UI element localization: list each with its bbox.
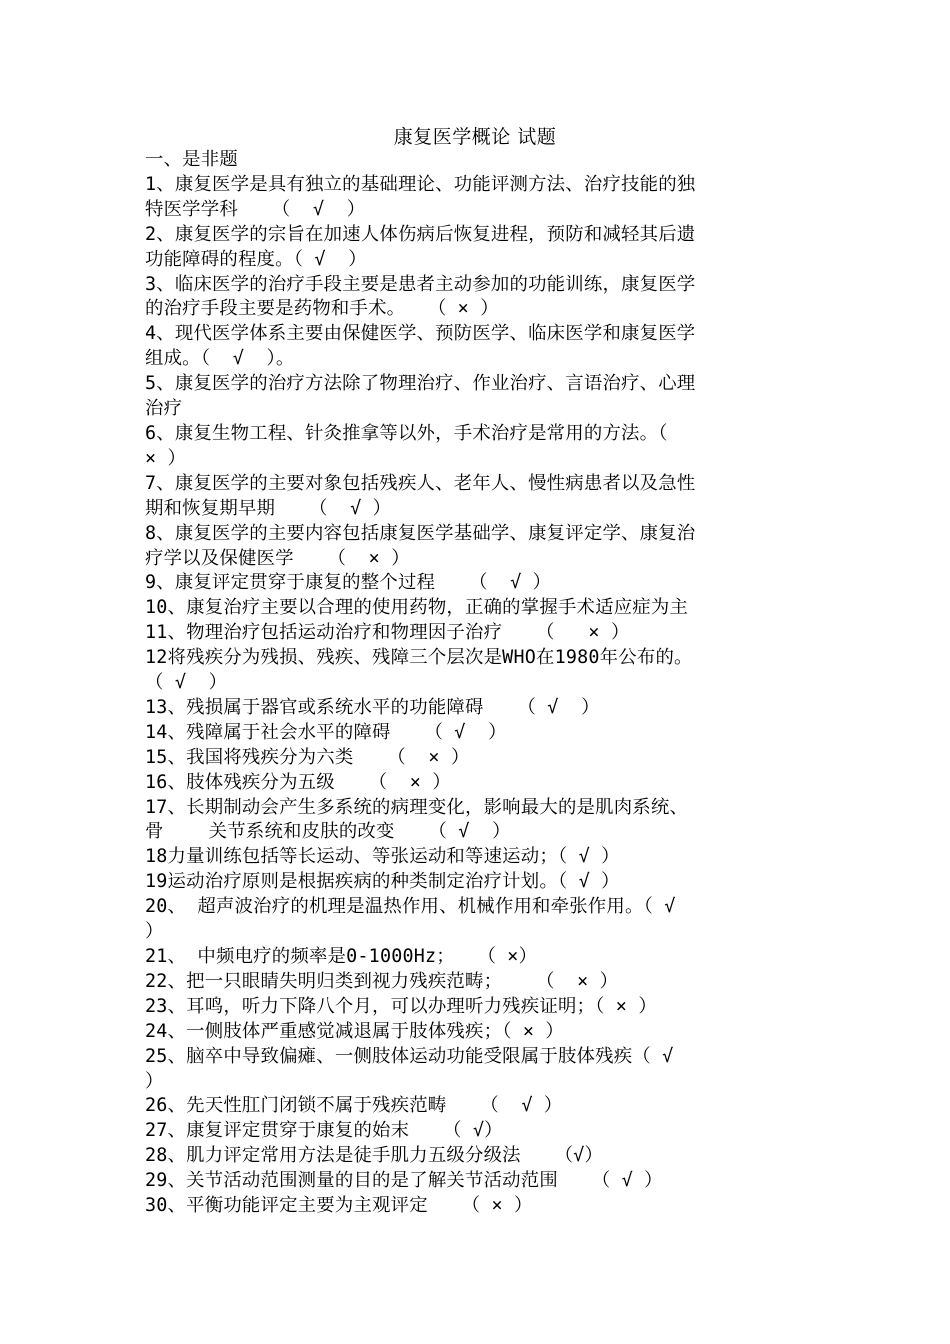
text-line: 21、 中频电疗的频率是0-1000Hz； （ ×） bbox=[145, 946, 538, 967]
text-line: （ √ ） bbox=[145, 672, 228, 694]
text-line: ） bbox=[145, 921, 164, 943]
text-line: 功能障碍的程度。（ √ ） bbox=[145, 248, 367, 270]
text-line: 14、残障属于社会水平的障碍 （ √ ） bbox=[145, 721, 507, 743]
text-line: 27、康复评定贯穿于康复的始末 （ √） bbox=[145, 1120, 503, 1142]
text-line: 疗学以及保健医学 （ × ） bbox=[145, 547, 410, 569]
section-heading: 一、是非题 bbox=[145, 149, 238, 170]
text-line: 17、长期制动会产生多系统的病理变化，影响最大的是肌肉系统、 bbox=[145, 796, 689, 818]
text-line: 26、先天性肛门闭锁不属于残疾范畴 （ √ ） bbox=[145, 1095, 563, 1117]
text-line: 13、残损属于器官或系统水平的功能障碍 （ √ ） bbox=[145, 696, 600, 718]
text-line: ） bbox=[145, 1070, 164, 1092]
text-line: 1、康复医学是具有独立的基础理论、功能评测方法、治疗技能的独 bbox=[145, 173, 696, 195]
question-list bbox=[145, 148, 813, 1219]
document-title: 康复医学概论 试题 bbox=[393, 126, 557, 148]
text-line: 骨 关节系统和皮肤的改变 （ √ ） bbox=[145, 821, 511, 843]
text-line: 28、肌力评定常用方法是徒手肌力五级分级法 （√） bbox=[145, 1145, 604, 1167]
text-line: 23、耳鸣，听力下降八个月，可以办理听力残疾证明；（ × ） bbox=[145, 995, 657, 1017]
text-line: 24、一侧肢体严重感觉减退属于肢体残疾；（ × ） bbox=[145, 1020, 564, 1042]
text-line: 18力量训练包括等长运动、等张运动和等速运动；（ √ ） bbox=[145, 846, 620, 868]
text-line: 特医学学科 （ √ ） bbox=[145, 198, 366, 220]
text-line: 11、物理治疗包括运动治疗和物理因子治疗 （ × ） bbox=[145, 622, 630, 644]
text-line: 7、康复医学的主要对象包括残疾人、老年人、慢性病患者以及急性 bbox=[145, 472, 696, 494]
text-line: 15、我国将残疾分为六类 （ × ） bbox=[145, 746, 470, 768]
text-line: 2、康复医学的宗旨在加速人体伤病后恢复进程，预防和减轻其后遗 bbox=[145, 223, 696, 245]
text-line: 12将残疾分为残损、残疾、残障三个层次是WHO在1980年公布的。 bbox=[145, 647, 693, 669]
text-line: 16、肢体残疾分为五级 （ × ） bbox=[145, 771, 451, 793]
text-line: 6、康复生物工程、针灸推拿等以外，手术治疗是常用的方法。（ bbox=[145, 422, 668, 444]
text-line: 4、现代医学体系主要由保健医学、预防医学、临床医学和康复医学 bbox=[145, 323, 696, 345]
text-line: 9、康复评定贯穿于康复的整个过程 （ √ ） bbox=[145, 572, 552, 594]
text-line: 3、临床医学的治疗手段主要是患者主动参加的功能训练，康复医学 bbox=[145, 273, 696, 295]
text-line: 30、平衡功能评定主要为主观评定 （ × ） bbox=[145, 1195, 533, 1217]
text-line: 19运动治疗原则是根据疾病的种类制定治疗计划。（ √ ） bbox=[145, 871, 620, 893]
text-line: 29、关节活动范围测量的目的是了解关节活动范围 （ √ ） bbox=[145, 1170, 663, 1192]
text-line: 25、脑卒中导致偏瘫、一侧肢体运动功能受限属于肢体残疾（ √ bbox=[145, 1045, 674, 1067]
text-line: × ） bbox=[145, 447, 187, 469]
text-line: 组成。（ √ ）。 bbox=[145, 348, 295, 370]
text-line: 的治疗手段主要是药物和手术。 （ × ） bbox=[145, 298, 499, 320]
text-line: 治疗 bbox=[145, 398, 183, 420]
text-line: 22、把一只眼睛失明归类到视力残疾范畴； （ × ） bbox=[145, 970, 619, 992]
text-line: 5、康复医学的治疗方法除了物理治疗、作业治疗、言语治疗、心理 bbox=[145, 373, 696, 395]
text-line: 期和恢复期早期 （ √ ） bbox=[145, 497, 392, 519]
text-line: 10、康复治疗主要以合理的使用药物，正确的掌握手术适应症为主 bbox=[145, 597, 689, 619]
text-line: 8、康复医学的主要内容包括康复医学基础学、康复评定学、康复治 bbox=[145, 522, 696, 544]
text-line: 20、 超声波治疗的机理是温热作用、机械作用和牵张作用。（ √ bbox=[145, 896, 676, 918]
